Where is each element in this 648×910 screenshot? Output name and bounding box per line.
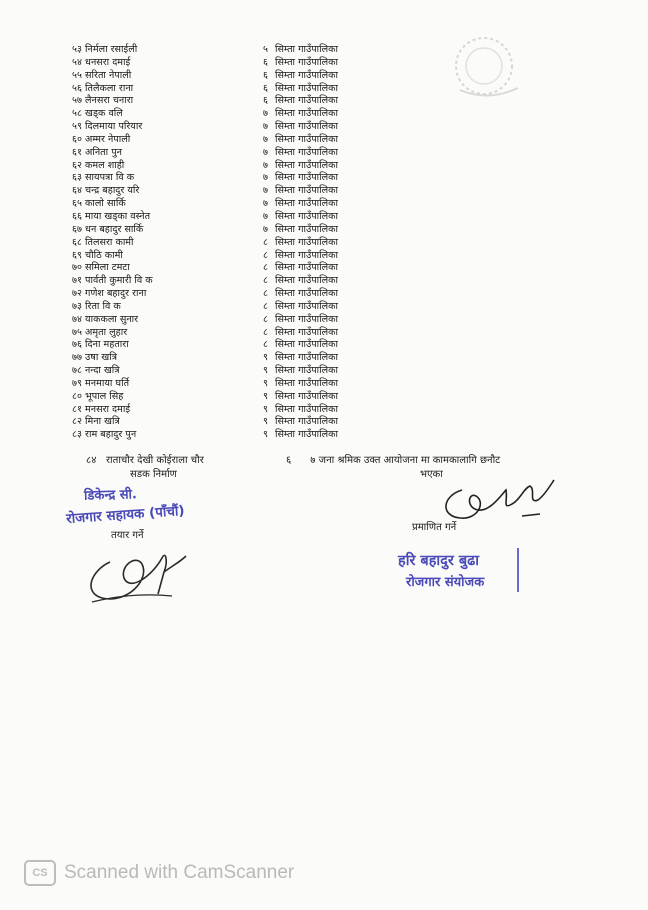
row-number: ५७	[72, 95, 82, 107]
worker-name-list	[72, 44, 153, 442]
municipality-name: सिम्ता गाउँपालिका	[275, 185, 339, 197]
ward-number: ९	[263, 365, 268, 377]
worker-name: धनसरा दमाई	[85, 56, 131, 68]
worker-name: तिलसरा कामी	[85, 236, 134, 248]
ward-row	[263, 172, 338, 185]
worker-row	[72, 70, 153, 83]
summary-line1	[286, 452, 500, 466]
worker-row	[72, 339, 153, 352]
municipality-name: सिम्ता गाउँपालिका	[275, 146, 339, 158]
summary-line2: भएका	[420, 469, 443, 480]
row-number: ७५	[72, 326, 82, 338]
worker-row	[72, 185, 153, 198]
ward-number: ७	[263, 159, 268, 171]
row-number: ६२	[72, 159, 82, 171]
worker-name: माया खड्का वस्नेत	[85, 210, 151, 222]
municipality-name: सिम्ता गाउँपालिका	[275, 44, 339, 55]
worker-row	[72, 198, 153, 211]
ward-number: ९	[263, 377, 268, 389]
worker-row	[72, 288, 153, 301]
worker-name: गणेश बहादुर राना	[85, 288, 147, 300]
municipality-name: सिम्ता गाउँपालिका	[275, 365, 339, 377]
ward-number: ८	[263, 275, 268, 287]
municipality-name: सिम्ता गाउँपालिका	[275, 172, 339, 184]
worker-name: मिना खत्रि	[85, 416, 120, 428]
last-entry-line2: सडक निर्माण	[130, 469, 177, 480]
municipality-name: सिम्ता गाउँपालिका	[275, 223, 339, 235]
worker-name: याककला सुनार	[85, 313, 139, 325]
worker-row	[72, 301, 153, 314]
worker-row	[72, 416, 153, 429]
worker-row	[72, 391, 153, 404]
municipality-name: सिम्ता गाउँपालिका	[275, 95, 339, 107]
row-number: ७६	[72, 339, 82, 351]
ward-row	[263, 391, 338, 404]
ward-number: ७	[263, 172, 268, 184]
camscanner-text: Scanned with CamScanner	[64, 862, 295, 883]
row-number: ५३	[72, 44, 82, 55]
row-number: ६५	[72, 198, 82, 210]
municipality-name: सिम्ता गाउँपालिका	[275, 275, 339, 287]
row-number: ६४	[72, 185, 82, 197]
worker-row	[72, 172, 153, 185]
worker-name: मनसरा दमाई	[85, 403, 131, 415]
worker-name: मनमाया घर्ति	[85, 377, 130, 389]
ward-number: ९	[263, 429, 268, 441]
ward-row	[263, 185, 338, 198]
row-number: ८२	[72, 416, 82, 428]
ward-row	[263, 108, 338, 121]
ward-row	[263, 134, 338, 147]
worker-row	[72, 147, 153, 160]
municipality-name: सिम्ता गाउँपालिका	[275, 236, 339, 248]
worker-name: अनिता पुन	[85, 146, 122, 158]
row-number: ८३	[72, 429, 82, 441]
ward-number: ९	[263, 416, 268, 428]
worker-row	[72, 262, 153, 275]
worker-name: पार्वती कुमारी वि क	[85, 275, 153, 287]
worker-name: समिला टमटा	[85, 262, 130, 274]
municipality-name: सिम्ता गाउँपालिका	[275, 249, 339, 261]
camscanner-watermark	[24, 860, 294, 886]
ward-number: ६	[263, 69, 268, 81]
ward-row	[263, 365, 338, 378]
ward-number: ७	[263, 108, 268, 120]
ward-row	[263, 314, 338, 327]
worker-row	[72, 44, 153, 57]
ward-number: ७	[263, 223, 268, 235]
ward-row	[263, 262, 338, 275]
worker-row	[72, 160, 153, 173]
ward-number: ६	[263, 56, 268, 68]
municipality-name: सिम्ता गाउँपालिका	[275, 69, 339, 81]
coordinator-name: हरि बहादुर बुढा	[398, 553, 480, 569]
ward-number: ७	[263, 210, 268, 222]
worker-name: अम्मर नेपाली	[85, 133, 131, 145]
municipality-name: सिम्ता गाउँपालिका	[275, 339, 339, 351]
worker-row	[72, 224, 153, 237]
worker-row	[72, 378, 153, 391]
stamp-edge-line	[517, 548, 519, 592]
ward-row	[263, 57, 338, 70]
row-number: ५९	[72, 121, 82, 133]
ward-row	[263, 160, 338, 173]
ward-row	[263, 378, 338, 391]
ward-number: ८	[263, 236, 268, 248]
municipality-name: सिम्ता गाउँपालिका	[275, 288, 339, 300]
worker-name: निर्मला रसाईली	[85, 44, 138, 55]
ward-row	[263, 211, 338, 224]
municipality-name: सिम्ता गाउँपालिका	[275, 82, 339, 94]
worker-name: धन बहादुर सार्कि	[85, 223, 144, 235]
prepared-by-label: तयार गर्ने	[111, 530, 144, 541]
ward-number: ७	[263, 133, 268, 145]
ward-row	[263, 147, 338, 160]
left-signature	[72, 532, 192, 612]
ward-number: ७	[263, 146, 268, 158]
ward-row	[263, 404, 338, 417]
ward-number: ६	[263, 82, 268, 94]
row-number: ७७	[72, 352, 82, 364]
summary-number: ६	[286, 455, 292, 466]
row-number: ५४	[72, 56, 82, 68]
worker-name: दिना महतारा	[85, 339, 129, 351]
worker-name: कमल शाही	[85, 159, 125, 171]
row-number: ७८	[72, 365, 82, 377]
ward-row	[263, 288, 338, 301]
ward-row	[263, 237, 338, 250]
municipality-name: सिम्ता गाउँपालिका	[275, 326, 339, 338]
worker-name: उषा खत्रि	[85, 352, 118, 364]
stamp-name: डिकेन्द्र सी.	[83, 487, 138, 504]
worker-row	[72, 121, 153, 134]
camscanner-logo-icon: CS	[24, 860, 56, 886]
municipality-name: सिम्ता गाउँपालिका	[275, 416, 339, 428]
worker-name: चन्द्र बहादुर यरि	[85, 185, 140, 197]
ward-row	[263, 429, 338, 442]
stamp-title: रोजगार सहायक (पाँचौं)	[65, 502, 186, 528]
row-number: ८०	[72, 390, 82, 402]
municipality-name: सिम्ता गाउँपालिका	[275, 352, 339, 364]
row-number: ७१	[72, 275, 82, 287]
worker-row	[72, 237, 153, 250]
ward-row	[263, 44, 338, 57]
municipality-name: सिम्ता गाउँपालिका	[275, 377, 339, 389]
municipality-name: सिम्ता गाउँपालिका	[275, 300, 339, 312]
ward-number: ८	[263, 288, 268, 300]
worker-name: चौठि कामी	[85, 249, 123, 261]
ward-row	[263, 275, 338, 288]
ward-row	[263, 352, 338, 365]
ward-number: ८	[263, 313, 268, 325]
row-number: ७२	[72, 288, 82, 300]
row-number: ७४	[72, 313, 82, 325]
ward-number: ८	[263, 300, 268, 312]
row-number: ७०	[72, 262, 82, 274]
ward-row	[263, 198, 338, 211]
worker-name: तिलैकला राना	[85, 82, 134, 94]
ward-number: ७	[263, 198, 268, 210]
worker-row	[72, 404, 153, 417]
worker-name: राम बहादुर पुन	[85, 429, 137, 441]
worker-row	[72, 134, 153, 147]
row-number: ५८	[72, 108, 82, 120]
ward-row	[263, 83, 338, 96]
worker-name: भूपाल सिह	[85, 390, 124, 402]
worker-name: अमृता लुहार	[85, 326, 128, 338]
municipality-name: सिम्ता गाउँपालिका	[275, 313, 339, 325]
worker-name: सायपत्रा वि क	[85, 172, 135, 184]
municipality-name: सिम्ता गाउँपालिका	[275, 159, 339, 171]
ward-number: ९	[263, 352, 268, 364]
ward-row	[263, 121, 338, 134]
ward-number: ६	[263, 95, 268, 107]
row-number: ६३	[72, 172, 82, 184]
worker-name: सरिता नेपाली	[85, 69, 132, 81]
row-number: ५५	[72, 69, 82, 81]
municipality-name: सिम्ता गाउँपालिका	[275, 56, 339, 68]
worker-name: लैनसरा चनारा	[85, 95, 134, 107]
municipality-name: सिम्ता गाउँपालिका	[275, 121, 339, 133]
ward-row	[263, 301, 338, 314]
worker-name: दिलमाया परियार	[85, 121, 143, 133]
row-number: ६१	[72, 146, 82, 158]
summary-text: ७ जना श्रमिक उक्त आयोजना मा कामकालागि छनौट	[310, 455, 501, 466]
ward-row	[263, 224, 338, 237]
last-entry-name: राताचौर देखी कोईराला चौर	[105, 455, 204, 466]
row-number: ६०	[72, 133, 82, 145]
row-number: ५६	[72, 82, 82, 94]
ward-number: ८	[263, 326, 268, 338]
ward-number: ८	[263, 339, 268, 351]
row-number: ६८	[72, 236, 82, 248]
worker-row	[72, 352, 153, 365]
worker-name: खड्क वलि	[85, 108, 123, 120]
row-number: ७९	[72, 377, 82, 389]
worker-row	[72, 275, 153, 288]
worker-row	[72, 211, 153, 224]
row-number: ८१	[72, 403, 82, 415]
row-number: ७३	[72, 300, 82, 312]
coordinator-title: रोजगार संयोजक	[406, 575, 485, 590]
worker-row	[72, 365, 153, 378]
row-number: ६९	[72, 249, 82, 261]
worker-name: नन्दा खत्रि	[85, 365, 120, 377]
municipality-name: सिम्ता गाउँपालिका	[275, 262, 339, 274]
ward-row	[263, 95, 338, 108]
municipality-name: सिम्ता गाउँपालिका	[275, 198, 339, 210]
worker-row	[72, 108, 153, 121]
ward-row	[263, 327, 338, 340]
ward-number: ९	[263, 390, 268, 402]
worker-row	[72, 95, 153, 108]
ward-number: ९	[263, 403, 268, 415]
worker-row	[72, 83, 153, 96]
last-entry-line1	[86, 452, 204, 466]
ward-row	[263, 70, 338, 83]
municipality-name: सिम्ता गाउँपालिका	[275, 403, 339, 415]
ward-number: ८	[263, 249, 268, 261]
ward-number: ८	[263, 262, 268, 274]
municipality-name: सिम्ता गाउँपालिका	[275, 390, 339, 402]
ward-row	[263, 339, 338, 352]
worker-name: कालो सार्कि	[85, 198, 126, 210]
ward-number: ७	[263, 185, 268, 197]
municipality-name: सिम्ता गाउँपालिका	[275, 108, 339, 120]
municipality-name: सिम्ता गाउँपालिका	[275, 210, 339, 222]
worker-row	[72, 250, 153, 263]
worker-row	[72, 314, 153, 327]
last-entry-number: ८४	[86, 455, 97, 466]
ward-number: ५	[263, 44, 268, 55]
worker-row	[72, 327, 153, 340]
row-number: ६७	[72, 223, 82, 235]
row-number: ६६	[72, 210, 82, 222]
worker-row	[72, 57, 153, 70]
municipality-name: सिम्ता गाउँपालिका	[275, 133, 339, 145]
ward-row	[263, 416, 338, 429]
faint-seal-mark	[438, 30, 533, 105]
worker-row	[72, 429, 153, 442]
certified-by-label: प्रमाणित गर्ने	[412, 522, 457, 533]
ward-number: ७	[263, 121, 268, 133]
municipality-name: सिम्ता गाउँपालिका	[275, 429, 339, 441]
worker-name: रिता वि क	[85, 300, 121, 312]
ward-list	[263, 44, 338, 442]
ward-row	[263, 250, 338, 263]
